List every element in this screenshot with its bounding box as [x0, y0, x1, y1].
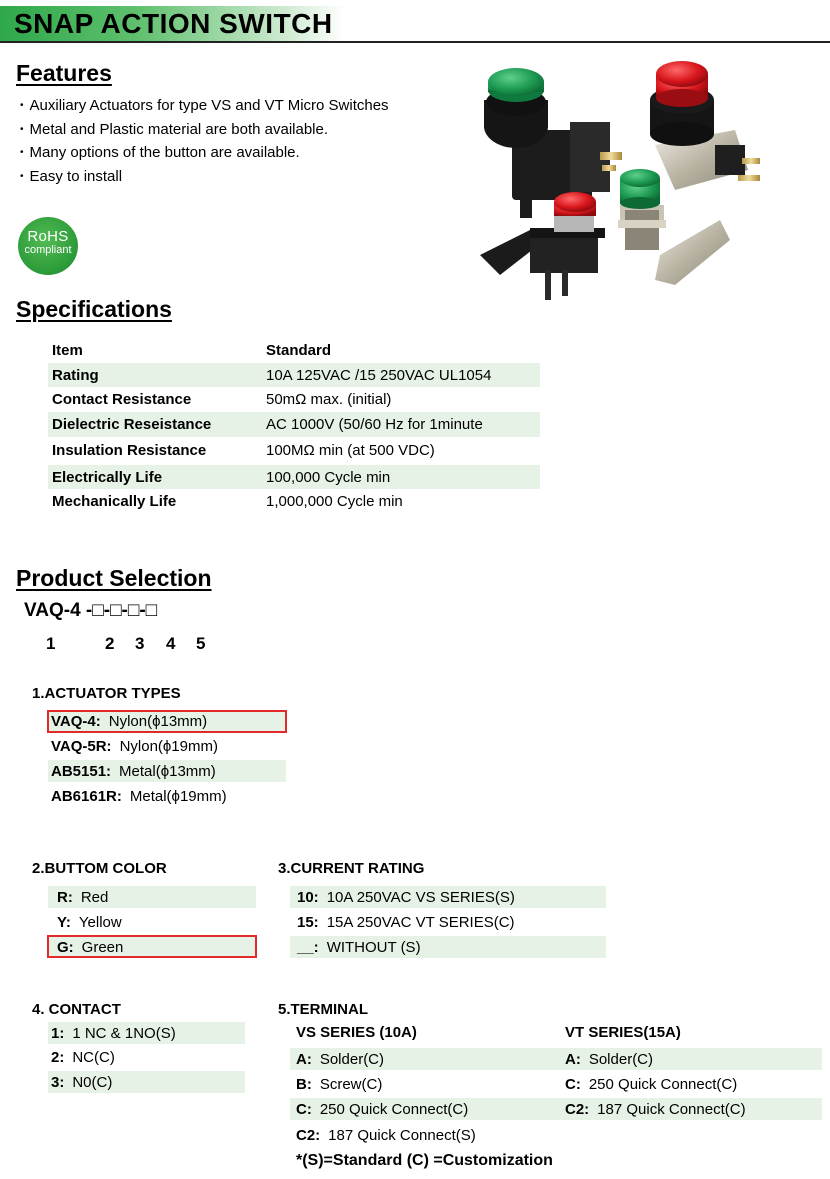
- spec-item: Insulation Resistance: [52, 442, 207, 460]
- code-position-4: 4: [166, 634, 176, 653]
- option-code: Y:: [57, 913, 71, 931]
- option-code: C2:: [565, 1100, 590, 1118]
- selected-color-highlight: [47, 935, 257, 958]
- spec-row: [48, 387, 540, 412]
- option-desc: N0(C): [72, 1073, 113, 1091]
- features-heading: Features: [16, 60, 112, 86]
- green-switch-large: [484, 68, 622, 218]
- spec-header-row: [48, 338, 540, 363]
- contact-option: [48, 1022, 245, 1044]
- option-code: AB6161R:: [51, 787, 122, 805]
- spec-value: 100MΩ min (at 500 VDC): [266, 442, 435, 460]
- option-code: VAQ-4:: [51, 712, 101, 730]
- spec-item: Electrically Life: [52, 468, 163, 486]
- option-code: 2:: [51, 1048, 65, 1066]
- feature-item: • Auxiliary Actuators for type VS and VT Micro Switches: [20, 94, 389, 118]
- option-desc: Screw(C): [319, 1075, 383, 1093]
- rohs-badge: [18, 217, 78, 275]
- red-switch-lever: [650, 61, 760, 190]
- current-rating-heading: 3.CURRENT RATING: [278, 860, 425, 877]
- actuator-types-heading: 1.ACTUATOR TYPES: [32, 685, 181, 702]
- spec-item: Dielectric Reseistance: [52, 415, 212, 433]
- option-desc: Green: [81, 938, 124, 956]
- feature-item: • Easy to install: [20, 165, 389, 189]
- button-color-heading: 2.BUTTOM COLOR: [32, 860, 167, 877]
- option-desc: 15A 250VAC VT SERIES(C): [326, 913, 515, 931]
- option-code: 15:: [297, 913, 319, 931]
- rohs-badge-subtitle: compliant: [24, 244, 72, 256]
- vt-terminal-option: [565, 1073, 737, 1095]
- vs-terminal-option: [296, 1048, 384, 1070]
- actuator-option: [48, 735, 286, 757]
- title-banner: [0, 0, 830, 44]
- option-desc: Solder(C): [588, 1050, 654, 1068]
- spec-row: [48, 437, 540, 465]
- option-desc: Nylon(ϕ19mm): [119, 737, 218, 755]
- spec-item: Contact Resistance: [52, 391, 192, 409]
- option-code: C:: [296, 1100, 312, 1118]
- option-desc: Red: [80, 888, 109, 906]
- option-code: 3:: [51, 1073, 65, 1091]
- actuator-option: [48, 785, 286, 807]
- selected-actuator-highlight: [47, 710, 287, 733]
- option-desc: 1 NC & 1NO(S): [72, 1024, 176, 1042]
- contact-option: [48, 1071, 245, 1093]
- option-desc: 250 Quick Connect(C): [319, 1100, 469, 1118]
- option-desc: NC(C): [72, 1048, 115, 1066]
- rohs-badge-title: RoHS: [27, 228, 69, 245]
- option-code: B:: [296, 1075, 312, 1093]
- current-option: [290, 911, 606, 933]
- option-desc: 187 Quick Connect(S): [328, 1126, 476, 1144]
- spec-row: [48, 363, 540, 388]
- option-desc: 250 Quick Connect(C): [588, 1075, 738, 1093]
- page-title: SNAP ACTION SWITCH: [14, 8, 333, 39]
- product-selection-heading: Product Selection: [16, 565, 212, 591]
- specifications-table: [48, 338, 540, 514]
- spec-item: Mechanically Life: [52, 493, 177, 511]
- product-photo: [470, 60, 790, 310]
- spec-value: 100,000 Cycle min: [266, 468, 391, 486]
- specifications-heading: Specifications: [16, 296, 172, 322]
- current-option: [290, 886, 606, 908]
- color-option: [48, 886, 256, 908]
- option-code: G:: [57, 938, 74, 956]
- color-option: [48, 911, 256, 933]
- option-code: C2:: [296, 1126, 321, 1144]
- code-position-5: 5: [196, 634, 206, 653]
- spec-value: AC 1000V (50/60 Hz for 1minute: [266, 415, 483, 433]
- code-position-3: 3: [135, 634, 145, 653]
- vs-series-heading: VS SERIES (10A): [296, 1024, 417, 1041]
- features-list: [20, 94, 389, 188]
- option-code: A:: [565, 1050, 581, 1068]
- spec-value: 1,000,000 Cycle min: [266, 493, 403, 511]
- actuator-option: [48, 760, 286, 782]
- option-desc: Metal(ϕ13mm): [119, 762, 216, 780]
- vs-terminal-option: [296, 1124, 476, 1146]
- spec-item: Rating: [52, 366, 99, 384]
- option-code: 10:: [297, 888, 319, 906]
- option-desc: Yellow: [78, 913, 122, 931]
- contact-option: [48, 1046, 245, 1068]
- option-code: A:: [296, 1050, 312, 1068]
- title-divider: [0, 41, 830, 43]
- option-desc: Nylon(ϕ13mm): [108, 712, 208, 730]
- spec-row: [48, 465, 540, 490]
- option-code: VAQ-5R:: [51, 737, 112, 755]
- vs-terminal-option: [296, 1073, 382, 1095]
- spec-header-item: Item: [52, 341, 83, 359]
- standard-footnote: *(S)=Standard (C) =Customization: [296, 1152, 553, 1169]
- vt-terminal-option: [565, 1048, 653, 1070]
- option-code: 1:: [51, 1024, 65, 1042]
- option-desc: 10A 250VAC VS SERIES(S): [326, 888, 515, 906]
- option-desc: 187 Quick Connect(C): [597, 1100, 746, 1118]
- vs-terminal-option: [296, 1098, 468, 1120]
- vt-terminal-option: [565, 1098, 746, 1120]
- spec-value: 10A 125VAC /15 250VAC UL1054: [266, 366, 492, 384]
- code-position-1: 1: [46, 634, 56, 653]
- option-desc: Metal(ϕ19mm): [129, 787, 227, 805]
- red-switch-small: [480, 192, 605, 300]
- vt-series-heading: VT SERIES(15A): [565, 1024, 681, 1041]
- current-option: [290, 936, 606, 958]
- option-code: R:: [57, 888, 73, 906]
- spec-value: 50mΩ max. (initial): [266, 391, 392, 409]
- part-number-code: VAQ-4 -□-□-□-□: [24, 600, 158, 621]
- feature-item: • Many options of the button are available.: [20, 141, 389, 165]
- terminal-heading: 5.TERMINAL: [278, 1001, 368, 1018]
- option-code: C:: [565, 1075, 581, 1093]
- spec-row: [48, 412, 540, 437]
- code-position-2: 2: [105, 634, 115, 653]
- spec-header-standard: Standard: [266, 341, 332, 359]
- option-code: AB5151:: [51, 762, 112, 780]
- contact-heading: 4. CONTACT: [32, 1001, 121, 1018]
- option-desc: WITHOUT (S): [326, 938, 421, 956]
- option-desc: Solder(C): [319, 1050, 385, 1068]
- option-code: __:: [297, 938, 319, 956]
- feature-item: • Metal and Plastic material are both available.: [20, 118, 389, 142]
- spec-row: [48, 489, 540, 514]
